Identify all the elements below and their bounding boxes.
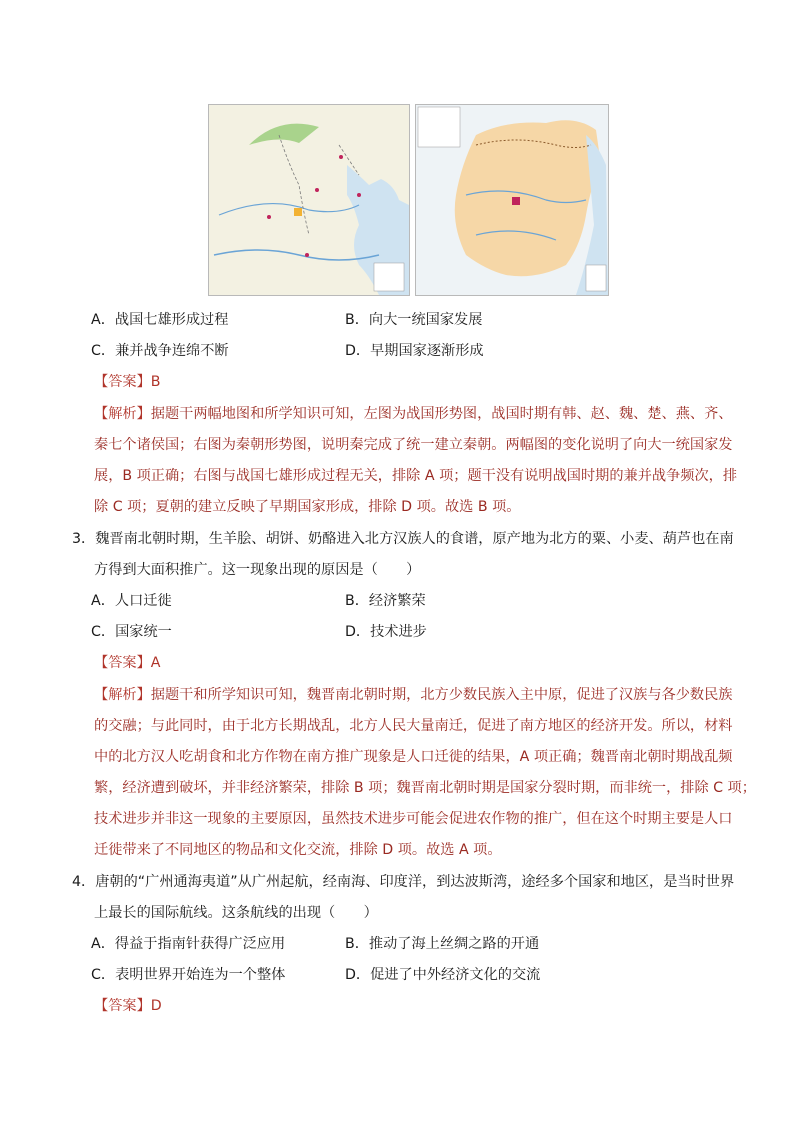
q3-explain-line-3: 中的北方汉人吃胡食和北方作物在南方推广现象是人口迁徙的结果，A 项正确；魏晋南北朝时期战乱频	[94, 749, 733, 765]
answer-value: A	[150, 655, 161, 671]
explain-text: 据题干两幅地图和所学知识可知，左图为战国形势图，战国时期有韩、赵、魏、楚、燕、齐、	[150, 406, 733, 422]
explain-text: 据题干和所学知识可知，魏晋南北朝时期，北方少数民族入主中原，促进了汉族与各少数民族	[150, 687, 733, 703]
q3-answer	[94, 653, 160, 673]
qin-dynasty-map-drawing	[416, 105, 608, 295]
q4-option-b: B．推动了海上丝绸之路的开通	[345, 936, 540, 952]
warring-states-map-drawing	[209, 105, 409, 295]
q4-stem-line-2: 上最长的国际航线。这条航线的出现（ ）	[94, 905, 378, 921]
answer-tag: 【答案】	[94, 374, 151, 390]
q3-explain-line-4: 繁，经济遭到破坏，并非经济繁荣，排除 B 项；魏晋南北朝时期是国家分裂时期，而非统一，排除 C 项；	[94, 780, 756, 796]
q2-explain-line-3: 展，B 项正确；右图与战国七雄形成过程无关，排除 A 项；题干没有说明战国时期的兼并战争频次，排	[94, 468, 738, 484]
q2-explain-line-1	[94, 404, 732, 424]
q2-explain-line-4: 除 C 项；夏朝的建立反映了早期国家形成，排除 D 项。故选 B 项。	[94, 499, 521, 515]
q3-option-d: D．技术进步	[345, 624, 427, 640]
q4-option-a: A．得益于指南针获得广泛应用	[91, 936, 286, 952]
q3-stem-line-1: 3．魏晋南北朝时期，生羊脍、胡饼、奶酪进入北方汉族人的食谱，原产地为北方的粟、小麦、葫芦也在南	[72, 531, 734, 547]
warring-states-map	[208, 104, 410, 296]
q3-explain-line-5: 技术进步并非这一现象的主要原因，虽然技术进步可能会促进农作物的推广，但在这个时期主要是人口	[94, 811, 733, 827]
q4-option-c: C．表明世界开始连为一个整体	[91, 967, 286, 983]
q3-stem-line-2: 方得到大面积推广。这一现象出现的原因是（ ）	[94, 562, 421, 578]
q4-answer	[94, 996, 162, 1016]
answer-tag: 【答案】	[94, 655, 151, 671]
map-figures	[208, 104, 608, 294]
q2-answer	[94, 372, 161, 392]
explain-tag: 【解析】	[94, 406, 151, 422]
q3-explain-line-6: 迁徙带来了不同地区的物品和文化交流，排除 D 项。故选 A 项。	[94, 842, 502, 858]
q2-option-c: C．兼并战争连绵不断	[91, 343, 229, 359]
answer-value: B	[150, 374, 161, 390]
q2-option-b: B．向大一统国家发展	[345, 312, 483, 328]
q4-stem-line-1: 4．唐朝的“广州通海夷道”从广州起航，经南海、印度洋，到达波斯湾，途经多个国家和地区，是当时世界	[72, 874, 735, 890]
qin-dynasty-map	[415, 104, 609, 296]
q3-explain-line-2: 的交融；与此同时，由于北方长期战乱，北方人民大量南迁，促进了南方地区的经济开发。所以，材料	[94, 718, 733, 734]
explain-tag: 【解析】	[94, 687, 151, 703]
q2-option-d: D．早期国家逐渐形成	[345, 343, 484, 359]
q3-explain-line-1	[94, 685, 732, 705]
q2-explain-line-2: 秦七个诸侯国；右图为秦朝形势图，说明秦完成了统一建立秦朝。两幅图的变化说明了向大一统国家发	[94, 437, 733, 453]
answer-tag: 【答案】	[94, 998, 151, 1014]
q2-option-a: A．战国七雄形成过程	[91, 312, 229, 328]
q3-option-b: B．经济繁荣	[345, 593, 426, 609]
q4-option-d: D．促进了中外经济文化的交流	[345, 967, 541, 983]
answer-value: D	[150, 998, 162, 1014]
q3-option-a: A．人口迁徙	[91, 593, 172, 609]
q3-option-c: C．国家统一	[91, 624, 172, 640]
